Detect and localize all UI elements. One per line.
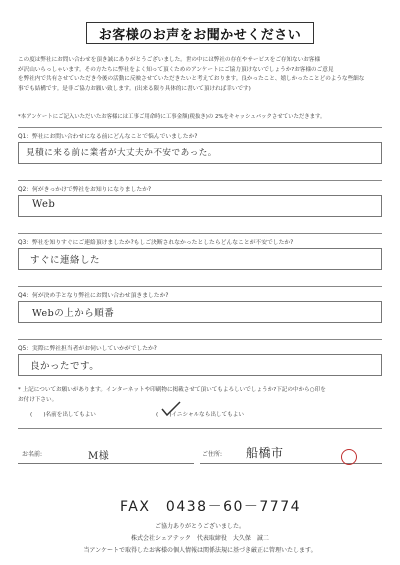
fax-number: FAX 0438－60－7774 <box>120 499 302 515</box>
intro-line: を弊社内で共有させていただき今後の活動に反映させていただきたいと考えております。良かったこと、嬉しかったことどのような些細な <box>18 76 365 83</box>
footer-company: 株式会社シェアテック 代表取締役 大久保 誠二 <box>131 535 269 542</box>
answer-1-text: 見積に来る前に業者が大丈夫か不安であった。 <box>26 148 217 158</box>
question-5-label: Q5：実際に弊社担当者がお伺いしていかがでしたか? <box>18 346 157 352</box>
intro-line: この度は弊社にお問い合わせを頂き誠にありがとうございました。世の中には弊社の存在やサービスをご存知ないお客様 <box>18 57 321 63</box>
cashback-note: *本アンケートにご記入いただいたお客様には工事ご用命時に工事金額(税抜き)の 2%をキャッシュバックさせていただきます。 <box>18 114 326 120</box>
consent-option-name[interactable]: ( )名前を出してもよい <box>30 412 96 418</box>
footer-privacy: 当アンケートで取得したお客様の個人情報は関係法規に基づき厳正に管理いたします。 <box>83 547 317 554</box>
question-1-label: Q1：弊社にお問い合わせになる前にどんなことで悩んでいましたか? <box>18 134 198 140</box>
name-underline <box>18 463 194 464</box>
name-value: M様 <box>88 451 110 462</box>
footer-thanks: ご協力ありがとうございました。 <box>154 523 245 530</box>
intro-line: 事でも結構です。是非ご協力お願い致します。(出来る限り具体的に書いて頂ければ幸いです) <box>18 85 251 92</box>
question-4-label: Q4：何が決め手となり弊社にお問い合わせ頂きましたか? <box>18 293 169 299</box>
page-title: お客様のお声をお聞かせください <box>86 22 314 44</box>
question-3-label: Q3：弊社を知りすぐにご連絡頂けましたか?もしご決断されなかったとしたらどんなことが不安でしたか? <box>18 240 294 246</box>
section-divider <box>18 180 382 181</box>
consent-line-1: * 上記についてお願いがあります。インターネットや印刷物に掲載させて頂いてもよろしいでしょうか?下記の中から○印を <box>18 387 326 393</box>
address-underline <box>200 463 382 464</box>
consent-option-initial[interactable]: ( )イニシャルなら出してもよい <box>156 412 244 418</box>
consent-line-2: お付け下さい。 <box>18 397 58 403</box>
seal-stamp <box>341 449 357 465</box>
intro-text <box>18 56 382 94</box>
section-divider <box>18 286 382 287</box>
section-divider <box>18 339 382 340</box>
address-value: 船橋市 <box>246 446 284 460</box>
answer-2-text: Web <box>32 199 56 210</box>
check-mark-icon <box>160 400 182 418</box>
name-label: お名前: <box>22 451 43 458</box>
section-divider <box>18 428 382 429</box>
answer-5-text: 良かったです。 <box>30 361 100 372</box>
answer-3-text: すぐに連絡した <box>30 255 101 266</box>
question-2-label: Q2：何がきっかけで弊社をお知りになりましたか? <box>18 187 152 193</box>
answer-4-text: Webの上から順番 <box>32 308 115 319</box>
address-label: ご住所: <box>202 451 223 458</box>
answer-2-box[interactable] <box>18 195 382 217</box>
section-divider <box>18 127 382 128</box>
section-divider <box>18 233 382 234</box>
intro-line: が沢山いらっしゃいます。その方たちに弊社をよく知って頂くためのアンケートにご協力頂けないでしょうか?お客様のご意見 <box>18 66 334 73</box>
